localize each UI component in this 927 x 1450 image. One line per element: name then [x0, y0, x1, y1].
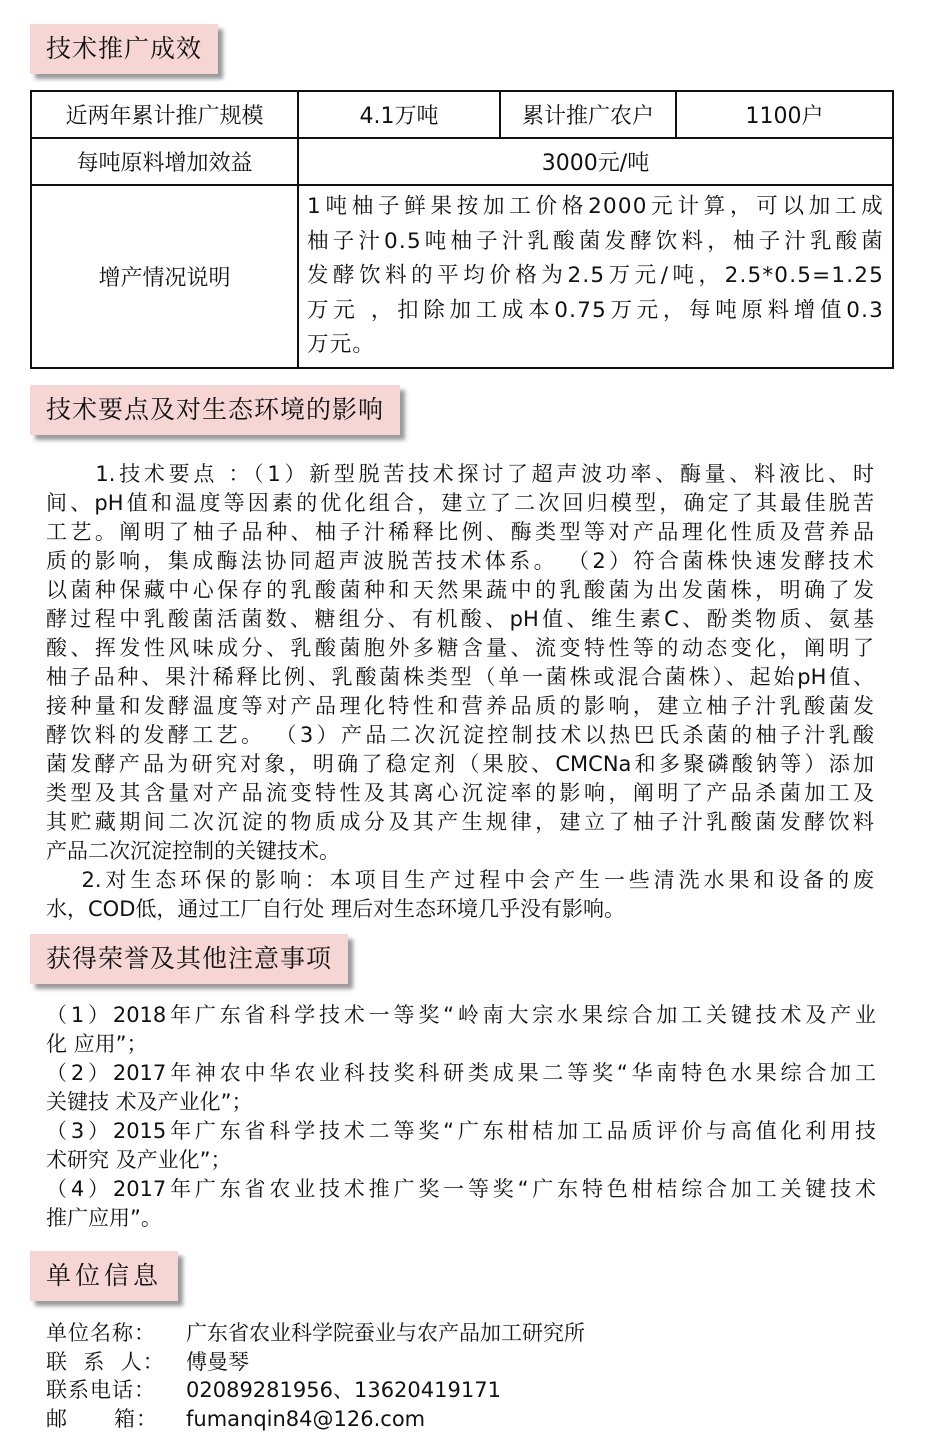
honors-list	[46, 1001, 876, 1233]
info-label: 联 系 人：	[46, 1349, 165, 1374]
text-line: 工艺。阐明了柚子品种、柚子汁稀释比例、酶类型等对产品理化性质及营养品	[46, 520, 874, 544]
text-line: 柚子汁0.5吨柚子汁乳酸菌发酵饮料，柚子汁乳酸菌	[307, 228, 884, 254]
text-line: 菌发酵产品为研究对象，明确了稳定剂（果胶、CMCNa和多聚磷酸钠等）添加	[46, 752, 874, 776]
table-cell: 增产情况说明	[31, 185, 298, 368]
text-line: 万元。	[307, 332, 376, 357]
section-header-tech: 技术要点及对生态环境的影响	[30, 385, 400, 435]
text-line: 柚子品种、果汁稀释比例、乳酸菌株类型（单一菌株或混合菌株）、起始pH值、	[46, 665, 874, 689]
text-line: 发酵饮料的平均价格为2.5万元/吨，2.5*0.5=1.25	[307, 263, 884, 288]
text-line: （1）2018年广东省科学技术一等奖“岭南大宗水果综合加工关键技术及产业	[46, 1003, 876, 1027]
info-value: 02089281956、13620419171	[186, 1378, 501, 1402]
info-row	[46, 1376, 585, 1405]
table-cell: 近两年累计推广规模	[31, 91, 298, 138]
text-line: 类型及其含量对产品流变特性及其离心沉淀率的影响，阐明了产品杀菌加工及	[46, 781, 874, 805]
table-cell: 3000元/吨	[298, 138, 893, 185]
text-line: （2）2017年神农中华农业科技奖科研类成果二等奖“华南特色水果综合加工	[46, 1061, 876, 1085]
text-line: （3）2015年广东省科学技术二等奖“广东柑桔加工品质评价与高值化利用技	[46, 1119, 876, 1143]
section-header-promotion: 技术推广成效	[30, 24, 218, 74]
text-line: 酵饮料的发酵工艺。 （3）产品二次沉淀控制技术以热巴氏杀菌的柚子汁乳酸	[46, 723, 874, 747]
table-row	[31, 91, 893, 138]
table-cell: 累计推广农户	[500, 91, 676, 138]
info-label: 联系电话：	[46, 1378, 156, 1402]
text-line: 万元 ，扣除加工成本0.75万元，每吨原料增值0.3	[307, 297, 884, 323]
text-line: （4）2017年广东省农业技术推广奖一等奖“广东特色柑桔综合加工关键技术	[46, 1177, 876, 1201]
info-value: 广东省农业科学院蚕业与农产品加工研究所	[186, 1321, 585, 1345]
info-value: 傅曼琴	[186, 1349, 249, 1374]
tech-paragraph	[46, 460, 874, 924]
text-line: 术研究 及产业化”；	[46, 1148, 232, 1172]
text-line: 推广应用”。	[46, 1206, 162, 1230]
email-value: fumanqin84@126.com	[186, 1406, 426, 1431]
table-cell: 每吨原料增加效益	[31, 138, 298, 185]
text-line: 间、pH值和温度等因素的优化组合，建立了二次回归模型，确定了其最佳脱苦	[46, 491, 874, 515]
unit-info	[46, 1319, 585, 1433]
text-line: 关键技 术及产业化”；	[46, 1090, 253, 1114]
info-row	[46, 1348, 585, 1377]
description-cell	[298, 185, 893, 368]
text-line: 酵过程中乳酸菌活菌数、糖组分、有机酸、pH值、维生素C、酚类物质、氨基	[46, 607, 874, 631]
text-line: 产品二次沉淀控制的关键技术。	[46, 839, 340, 863]
text-line: 以菌种保藏中心保存的乳酸菌种和天然果蔬中的乳酸菌为出发菌株，明确了发	[46, 578, 874, 602]
table-cell: 4.1万吨	[298, 91, 500, 138]
info-row	[46, 1319, 585, 1348]
text-line: 酸、挥发性风味成分、乳酸菌胞外多糖含量、流变特性等的动态变化，阐明了	[46, 636, 874, 660]
text-line: 其贮藏期间二次沉淀的物质成分及其产生规律，建立了柚子汁乳酸菌发酵饮料	[46, 810, 874, 834]
text-line: 2.对生态环保的影响：本项目生产过程中会产生一些清洗水果和设备的废	[46, 868, 874, 892]
text-line: 化 应用”；	[46, 1032, 148, 1056]
promotion-table	[30, 90, 894, 369]
table-cell: 1100户	[676, 91, 893, 138]
text-line: 水，COD低，通过工厂自行处 理后对生态环境几乎没有影响。	[46, 897, 626, 921]
info-row	[46, 1405, 585, 1434]
text-line: 1.技术要点 ：（1）新型脱苦技术探讨了超声波功率、酶量、料液比、时	[46, 462, 874, 486]
table-row	[31, 138, 893, 185]
section-header-unit: 单位信息	[30, 1251, 178, 1301]
info-label: 单位名称：	[46, 1321, 156, 1345]
text-line: 1吨柚子鲜果按加工价格2000元计算，可以加工成	[307, 194, 884, 219]
section-header-honors: 获得荣誉及其他注意事项	[30, 934, 348, 984]
table-row	[31, 185, 893, 368]
info-label: 邮 箱：	[46, 1406, 159, 1431]
text-line: 接种量和发酵温度等对产品理化特性和营养品质的影响，建立柚子汁乳酸菌发	[46, 694, 874, 718]
text-line: 质的影响，集成酶法协同超声波脱苦技术体系。 （2）符合菌株快速发酵技术	[46, 549, 874, 573]
